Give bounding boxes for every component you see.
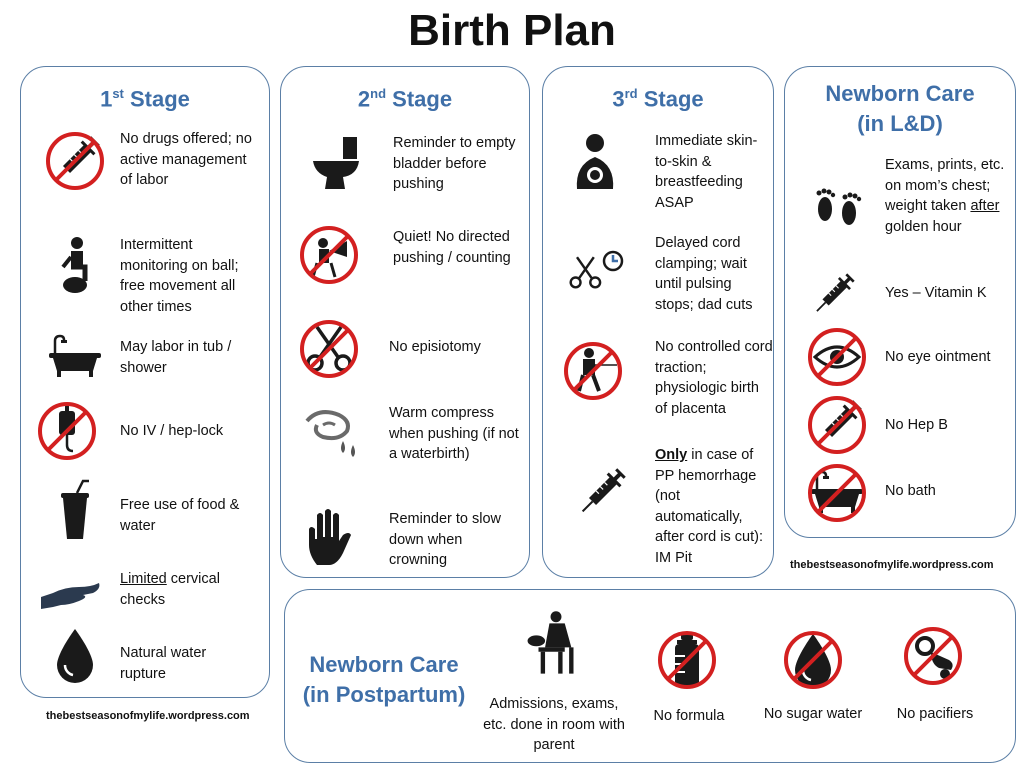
item-text: Exams, prints, etc. on mom’s chest; weight taken after golden hour (885, 157, 1005, 235)
newborn-pp-heading: Newborn Care (in Postpartum) (302, 652, 466, 707)
item-text: No Hep B (885, 417, 948, 433)
stage-1-heading: 1st Stage (100, 86, 190, 112)
scissors-clock-icon (563, 239, 627, 303)
cup-icon (43, 479, 107, 543)
item-text: Immediate skin-to-skin & breastfeeding ASAP (655, 133, 758, 211)
footprints-icon (805, 173, 869, 237)
newborn-pp-panel (284, 589, 1016, 763)
newborn-ld-panel (784, 66, 1016, 538)
birthing-ball-icon (43, 233, 107, 297)
item-text: Natural water rupture (120, 645, 207, 682)
stop-hand-icon (299, 505, 363, 569)
credit-right: thebestseasonofmylife.wordpress.com (790, 559, 994, 571)
stage-2-panel (280, 66, 530, 578)
page-title: Birth Plan (408, 6, 616, 55)
stage-2-heading: 2nd Stage (357, 86, 453, 112)
stage-3-heading: 3rd Stage (612, 86, 704, 112)
item-text: No bath (885, 483, 936, 499)
item-text: Reminder to empty bladder before pushing (393, 135, 516, 192)
water-drop-icon (43, 623, 107, 687)
no-eye-ointment-icon (805, 325, 869, 389)
bathtub-icon (43, 325, 107, 389)
no-pacifier-icon (901, 624, 965, 688)
syringe-icon (569, 461, 633, 525)
toilet-icon (305, 131, 369, 195)
no-hep-b-icon (805, 393, 869, 457)
breastfeeding-icon (565, 129, 629, 193)
pp-item-text: No pacifiers (896, 706, 974, 722)
item-text: Warm compress when pushing (if not a waterbirth) (389, 405, 519, 462)
item-text: Reminder to slow down when crowning (389, 511, 502, 568)
stage-3-panel (542, 66, 774, 578)
pp-item-text: Admissions, exams, etc. done in room with parent (483, 696, 625, 753)
item-text: No episiotomy (389, 339, 481, 355)
item-text: No IV / hep-lock (120, 423, 224, 439)
newborn-ld-heading: Newborn Care (in L&D) (825, 81, 975, 136)
changing-table-icon (521, 608, 591, 678)
item-text: Delayed cord clamping; wait until pulsing stops; dad cuts (655, 235, 753, 313)
item-text: Yes – Vitamin K (885, 285, 987, 301)
item-text: No drugs offered; no active management of labor (120, 131, 252, 188)
item-text: May labor in tub / shower (120, 339, 232, 376)
item-text: Quiet! No directed pushing / counting (393, 229, 511, 266)
item-text: Limited cervical checks (120, 571, 220, 608)
warm-compress-icon (299, 401, 363, 465)
item-text: No controlled cord traction; physiologic birth of placenta (655, 339, 773, 417)
no-formula-icon (655, 628, 719, 692)
item-text: Free use of food & water (120, 497, 240, 534)
no-megaphone-icon (297, 223, 361, 287)
syringe-icon (805, 267, 861, 323)
no-drugs-icon (43, 129, 107, 193)
no-scissors-icon (297, 317, 361, 381)
no-iv-icon (35, 399, 99, 463)
stage-1-panel (20, 66, 270, 698)
pp-item-text: No formula (653, 708, 725, 724)
pp-item-text: No sugar water (763, 706, 863, 722)
no-sugar-water-icon (781, 628, 845, 692)
hand-icon (39, 563, 103, 627)
credit-left: thebestseasonofmylife.wordpress.com (46, 710, 250, 722)
item-text: Only in case of PP hemorrhage (not automatically, after cord is cut): IM Pit (655, 447, 763, 566)
no-cord-traction-icon (561, 339, 625, 403)
no-bath-icon (805, 461, 869, 525)
item-text: Intermittent monitoring on ball; free movement all other times (120, 237, 239, 315)
item-text: No eye ointment (885, 349, 991, 365)
